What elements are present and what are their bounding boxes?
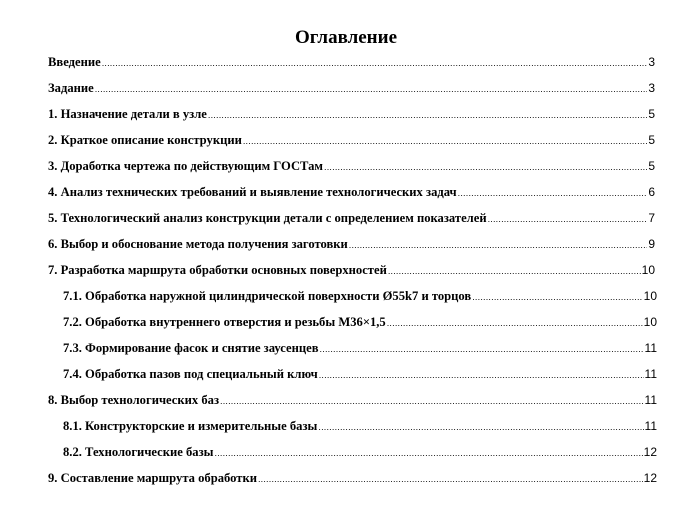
toc-entry-text: 7.2. Обработка внутреннего отверстия и резьбы М36×1,5 (63, 315, 386, 329)
dot-leader (243, 128, 647, 154)
toc-entry-text: 9. Составление маршрута обработки (48, 471, 257, 485)
dot-leader (388, 258, 641, 284)
toc-entry-8-1[interactable] (63, 413, 657, 439)
toc-entry-1[interactable] (48, 101, 655, 127)
dot-leader (488, 206, 648, 232)
toc-entry-page: 7 (648, 211, 655, 225)
toc-entry-text: 1. Назначение детали в узле (48, 107, 207, 121)
toc-entry-text: 7.3. Формирование фасок и снятие заусенцев (63, 341, 319, 355)
toc-entry-2[interactable] (48, 127, 655, 153)
toc-entry-text: Введение (48, 55, 101, 69)
toc-entry-text: 4. Анализ технических требований и выявление технологических задач (48, 185, 457, 199)
toc-entry-page: 11 (644, 341, 657, 355)
dot-leader (324, 154, 647, 180)
dot-leader (320, 336, 644, 362)
toc-entry-page: 10 (643, 315, 657, 329)
toc-entry-task[interactable] (48, 75, 655, 101)
dot-leader (472, 284, 642, 310)
toc-entry-text: 5. Технологический анализ конструкции детали с определением показателей (48, 211, 487, 225)
toc-entry-7-2[interactable] (63, 309, 657, 335)
toc-entry-page: 10 (643, 289, 657, 303)
dot-leader (318, 414, 643, 440)
toc-title: Оглавление (294, 27, 398, 48)
toc-entry-page: 11 (644, 419, 657, 433)
toc-entry-7-4[interactable] (63, 361, 657, 387)
toc-entry-7[interactable] (48, 257, 655, 283)
dot-leader (458, 180, 648, 206)
toc-entry-page: 6 (648, 185, 655, 199)
toc-entry-page: 3 (648, 55, 655, 69)
toc-entry-text: 7. Разработка маршрута обработки основных поверхностей (48, 263, 387, 277)
toc-entry-text: 8.2. Технологические базы (63, 445, 214, 459)
dot-leader (215, 440, 643, 466)
toc-entry-page: 12 (643, 445, 657, 459)
toc-entry-6[interactable] (48, 231, 655, 257)
toc-entry-page: 3 (648, 81, 655, 95)
toc-entry-intro[interactable] (48, 49, 655, 75)
toc-entry-9[interactable] (48, 465, 657, 491)
dot-leader (95, 76, 648, 102)
toc-entry-page: 5 (648, 133, 655, 147)
dot-leader (258, 466, 643, 492)
toc-entry-7-1[interactable] (63, 283, 657, 309)
dot-leader (319, 362, 644, 388)
toc-entry-text: 6. Выбор и обоснование метода получения заготовки (48, 237, 348, 251)
dot-leader (387, 310, 643, 336)
toc-entry-4[interactable] (48, 179, 655, 205)
toc-entry-text: 8.1. Конструкторские и измерительные базы (63, 419, 318, 433)
toc-entry-page: 5 (648, 159, 655, 173)
dot-leader (102, 50, 648, 76)
dot-leader (220, 388, 644, 414)
toc-entry-text: Задание (48, 81, 94, 95)
toc-entry-page: 5 (648, 107, 655, 121)
toc-entry-text: 7.1. Обработка наружной цилиндрической поверхности Ø55k7 и торцов (63, 289, 472, 303)
toc-entry-page: 11 (644, 367, 657, 381)
toc-entry-8[interactable] (48, 387, 657, 413)
toc-entry-text: 7.4. Обработка пазов под специальный ключ (63, 367, 318, 381)
dot-leader (208, 102, 647, 128)
toc-entry-page: 10 (641, 263, 655, 277)
toc-entry-8-2[interactable] (63, 439, 657, 465)
toc-entry-page: 11 (644, 393, 657, 407)
toc-entry-3[interactable] (48, 153, 655, 179)
toc-entry-text: 2. Краткое описание конструкции (48, 133, 242, 147)
toc-entry-page: 9 (648, 237, 655, 251)
toc-entry-text: 3. Доработка чертежа по действующим ГОСТам (48, 159, 324, 173)
toc-entry-text: 8. Выбор технологических баз (48, 393, 219, 407)
dot-leader (349, 232, 648, 258)
toc-entry-7-3[interactable] (63, 335, 657, 361)
toc-entry-5[interactable] (48, 205, 655, 231)
toc-entry-page: 12 (643, 471, 657, 485)
